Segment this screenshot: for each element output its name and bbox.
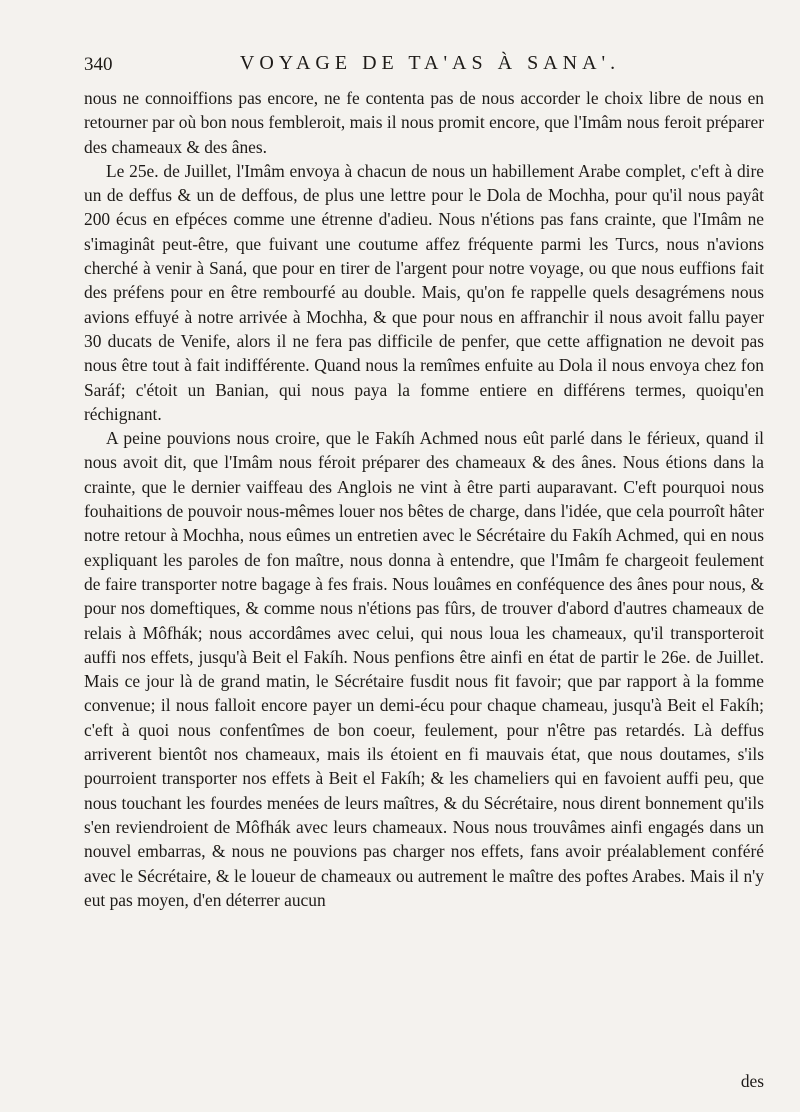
- body-text: [84, 86, 764, 912]
- paragraph: nous ne connoiffions pas encore, ne fe contenta pas de nous accorder le choix libre de nous en retourner par où bon nous fembleroit, mais il nous promit encore, que l'Imâm nous feroit préparer des chameaux & des ânes.: [84, 88, 764, 157]
- paragraph: A peine pouvions nous croire, que le Fakíh Achmed nous eût parlé dans le férieux, quand il nous avoit dit, que l'Imâm nous féroit préparer des chameaux & des ânes. Nous étions dans la crainte, que le dernier vaiffeau des Anglois ne vint à être parti auparavant. C'eft pourquoi nous fouhaitions de pouvoir nous-mêmes louer nos bêtes de charge, dans l'idée, que cela pourroît hâter notre retour à Mochha, nous eûmes un entretien avec le Sécrétaire du Fakíh Achmed, qui en nous expliquant les paroles de fon maître, nous donna à entendre, que l'Imâm fe chargeoit feulement de faire transporter notre bagage à fes frais. Nous louâmes en conféquence des ânes pour nous, & pour nos domeftiques, & comme nous n'étions pas fûrs, de trouver d'abord d'autres chameaux de relais à Môfhák; nous accordâmes avec celui, qui nous loua les chameaux, qu'il transporteroit auffi nos effets, jusqu'à Beit el Fakíh. Nous penfions être ainfi en état de partir le 26e. de Juillet. Mais ce jour là de grand matin, le Sécrétaire fusdit nous fit favoir; que par rapport à la fomme convenue; il nous falloit encore payer un demi-écu pour chaque chameau, jusqu'à Beit el Fakíh; c'eft à quoi nous confentîmes de bon coeur, feulement, pour n'être pas retardés. Là deffus arriverent bientôt nos chameaux, mais ils étoient en fi mauvais état, que nous doutames, s'ils pourroient transporter nos effets à Beit el Fakíh; & les chameliers qui en favoient auffi peu, que nous touchant les fourdes menées de leurs maîtres, & du Sécrétaire, nous dirent bonnement qu'ils s'en reviendroient de Môfhák avec leurs chameaux. Nous nous trouvâmes ainfi engagés dans un nouvel embarras, & nous ne pouvions pas charger nos effets, fans avoir préalablement conféré avec le Sécrétaire, & le loueur de chameaux ou autrement le maître des poftes Arabes. Mais il n'y eut pas moyen, d'en déterrer aucun: [84, 428, 764, 910]
- catchword: des: [740, 1071, 764, 1091]
- paragraph: Le 25e. de Juillet, l'Imâm envoya à chacun de nous un habillement Arabe complet, c'eft à dire un de deffus & un de deffous, de plus une lettre pour le Dola de Mochha, pour qu'il nous payât 200 écus en efpéces comme une étrenne d'adieu. Nous n'étions pas fans crainte, que l'Imâm ne s'imaginât peut-être, que fuivant une coutume affez fréquente parmi les Turcs, nous n'avions cherché à venir à Saná, que pour en tirer de l'argent pour notre voyage, ou que nous euffions fait des préfens pour en être rembourfé au double. Mais, qu'on fe rappelle quels desagrémens nous avions effuyé à notre arrivée à Mochha, & que pour nous en affranchir il nous avoit fallu payer 30 ducats de Venife, alors il ne fera pas difficile de penfer, que cette affignation ne devoit pas nous être tout à fait indifférente. Quand nous la remîmes enfuite au Dola il nous envoya chez fon Saráf; c'étoit un Banian, qui nous paya la fomme entiere en différens termes, quoiqu'en réchignant.: [84, 160, 764, 424]
- page-header: [84, 50, 756, 80]
- running-title: VOYAGE DE TA'AS À SANA'.: [239, 52, 621, 74]
- page-number: 340: [84, 54, 113, 75]
